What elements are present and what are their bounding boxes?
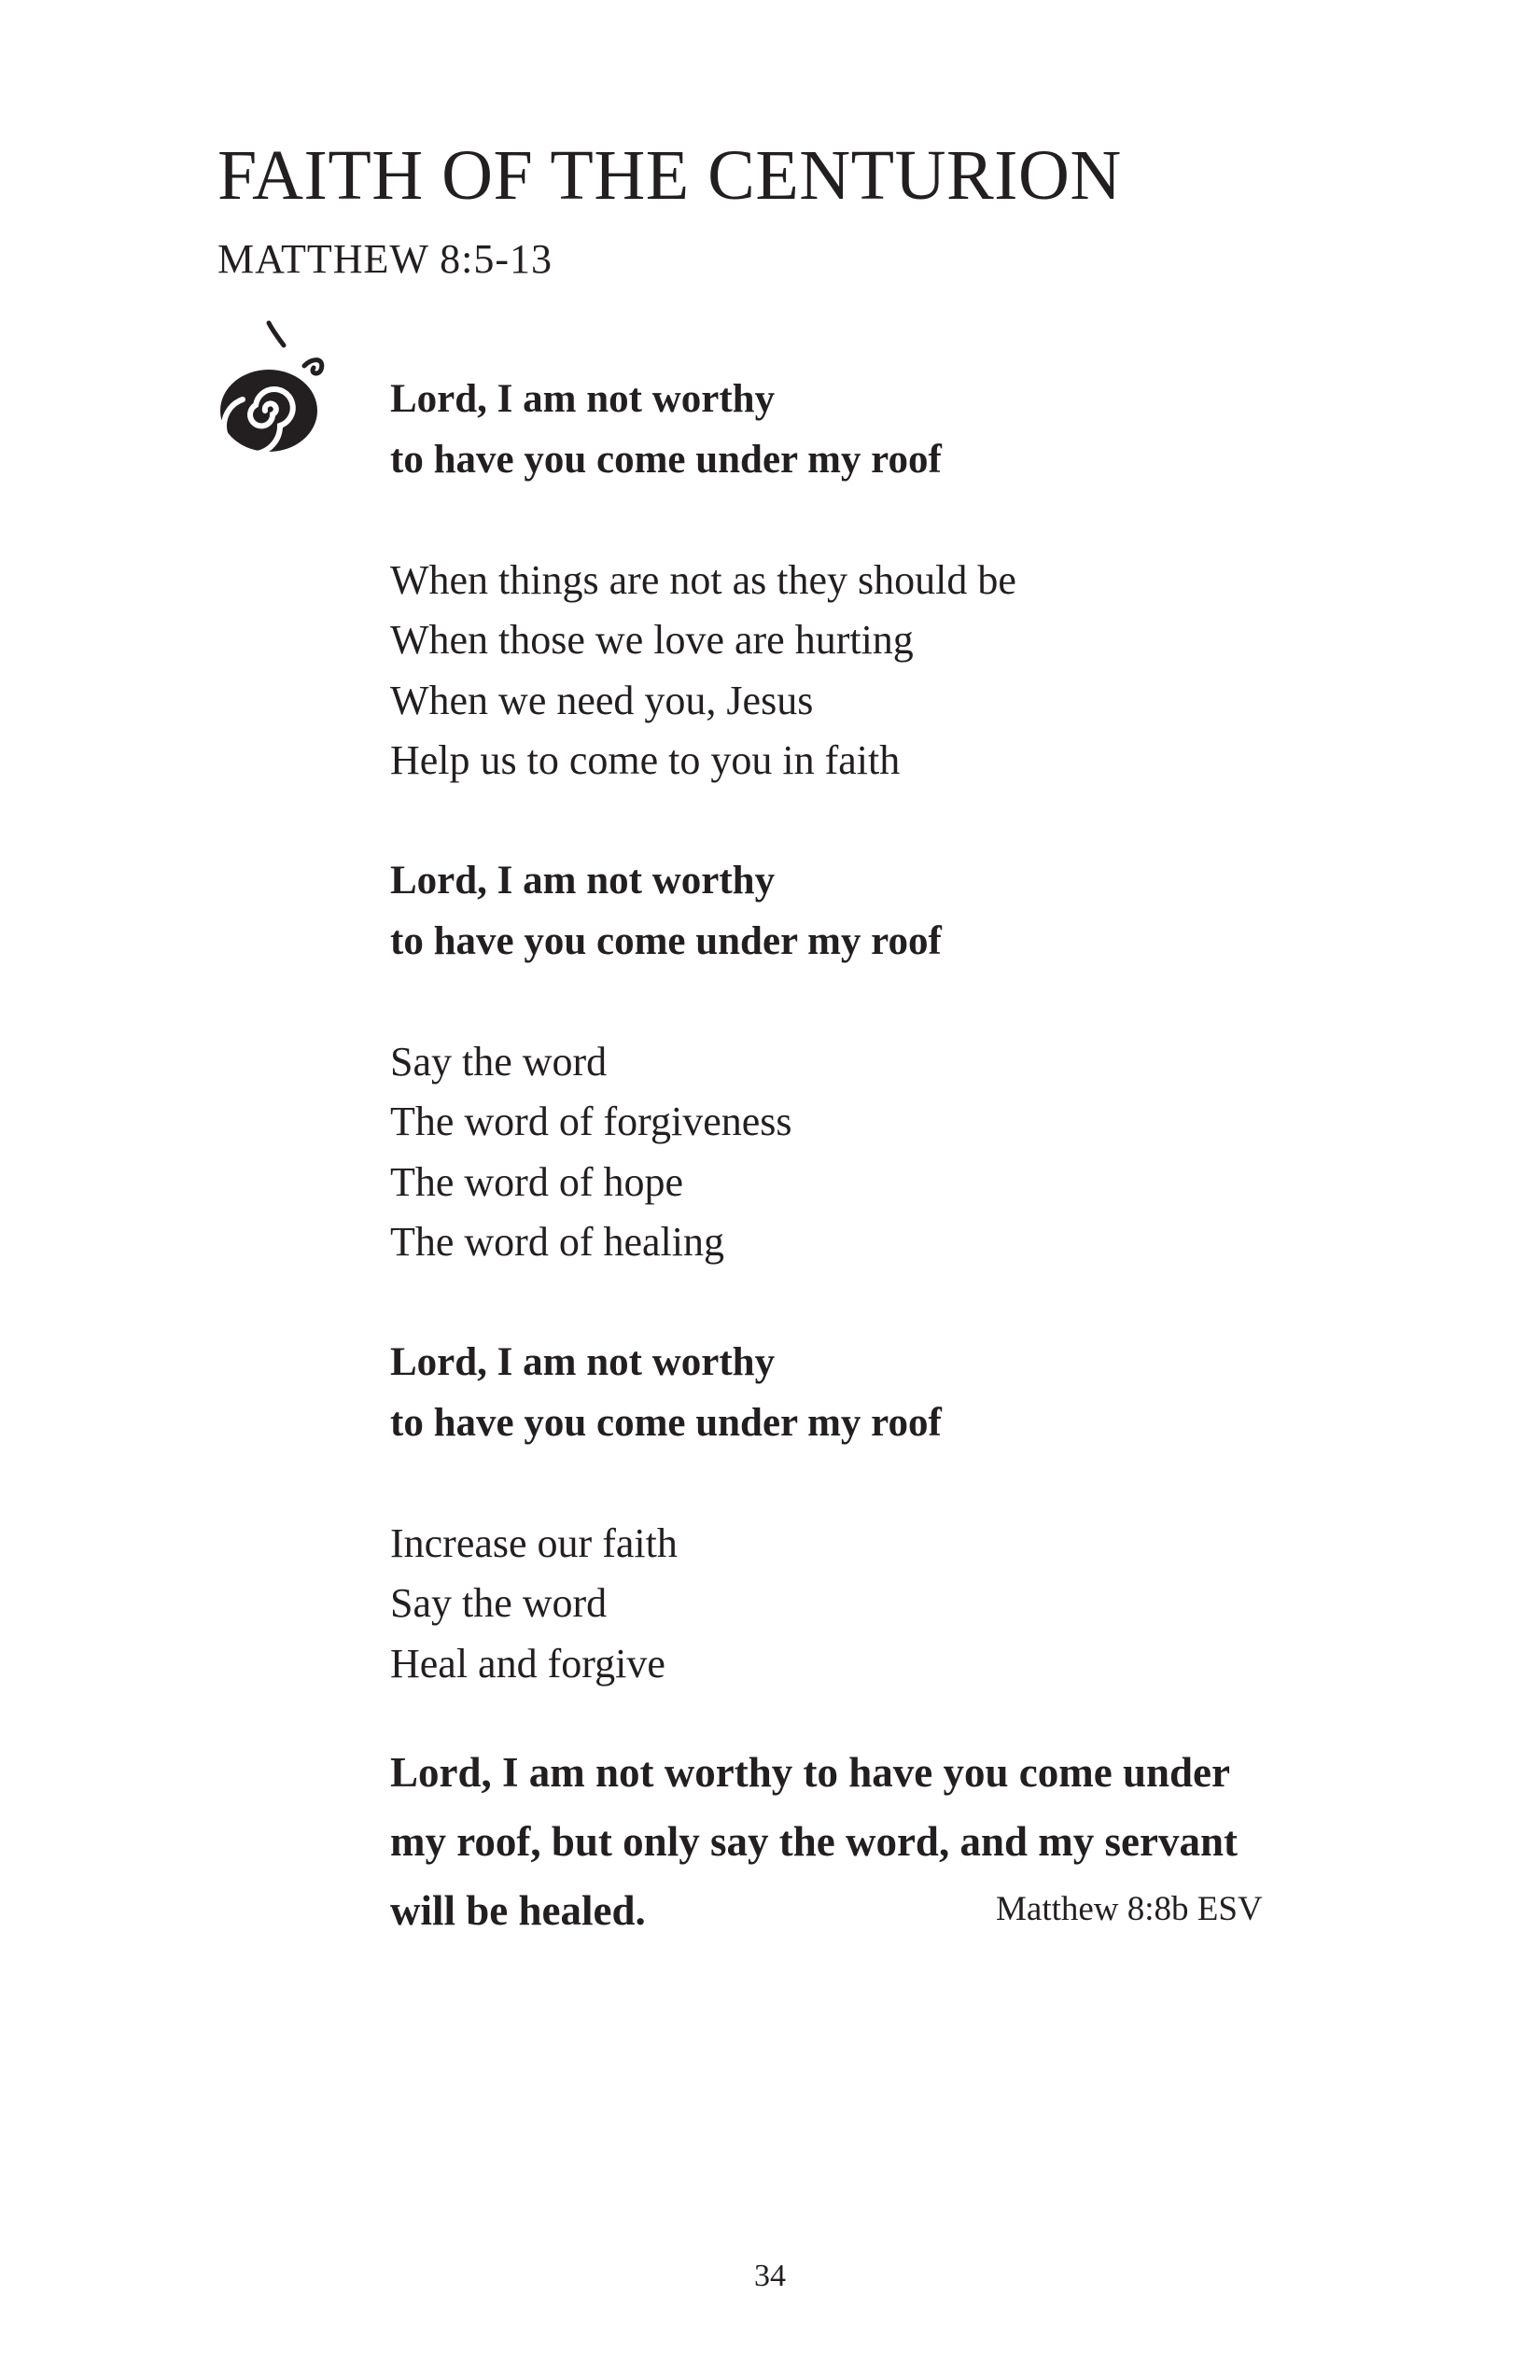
- stanza-gap: [390, 490, 1323, 551]
- stanza-gap: [390, 972, 1323, 1032]
- verse-line: When we need you, Jesus: [390, 677, 814, 723]
- page-title: FAITH OF THE CENTURION: [217, 136, 1122, 215]
- refrain-stanza: [390, 370, 1323, 490]
- verse-line: Say the word: [390, 1580, 608, 1626]
- scripture-citation: Matthew 8:8b ESV: [996, 1890, 1263, 1928]
- refrain-line: Lord, I am not worthy: [390, 859, 776, 903]
- verse-line: The word of forgiveness: [390, 1099, 792, 1144]
- refrain-line: Lord, I am not worthy: [390, 1340, 776, 1384]
- verse-stanza: [390, 1032, 1323, 1273]
- closing-line: will be healed.: [390, 1887, 646, 1934]
- refrain-stanza: [390, 851, 1323, 972]
- verse-stanza: [390, 551, 1323, 791]
- spiral-icon: [211, 317, 332, 457]
- closing-line: Lord, I am not worthy to have you come under: [390, 1749, 1230, 1796]
- stanza-gap: [390, 1453, 1323, 1514]
- verse-line: The word of healing: [390, 1219, 724, 1265]
- verse-line: When things are not as they should be: [390, 556, 1016, 603]
- verse-line: The word of hope: [390, 1158, 684, 1205]
- verse-line: Help us to come to you in faith: [390, 737, 901, 783]
- prayer-body: [390, 370, 1323, 1694]
- page-number: 34: [754, 2259, 786, 2293]
- stanza-gap: [390, 791, 1323, 852]
- stanza-gap: [390, 1273, 1323, 1334]
- closing-line: my roof, but only say the word, and my servant: [390, 1818, 1238, 1865]
- page-subtitle: MATTHEW 8:5-13: [217, 236, 553, 282]
- refrain-line: to have you come under my roof: [390, 918, 942, 963]
- refrain-line: Lord, I am not worthy: [390, 377, 776, 421]
- refrain-line: to have you come under my roof: [390, 1400, 942, 1445]
- verse-line: When those we love are hurting: [390, 617, 914, 663]
- verse-line: Heal and forgive: [390, 1640, 665, 1687]
- verse-line: Say the word: [390, 1038, 608, 1085]
- refrain-stanza: [390, 1333, 1323, 1453]
- verse-line: Increase our faith: [390, 1519, 678, 1566]
- verse-stanza: [390, 1514, 1323, 1695]
- refrain-line: to have you come under my roof: [390, 437, 942, 482]
